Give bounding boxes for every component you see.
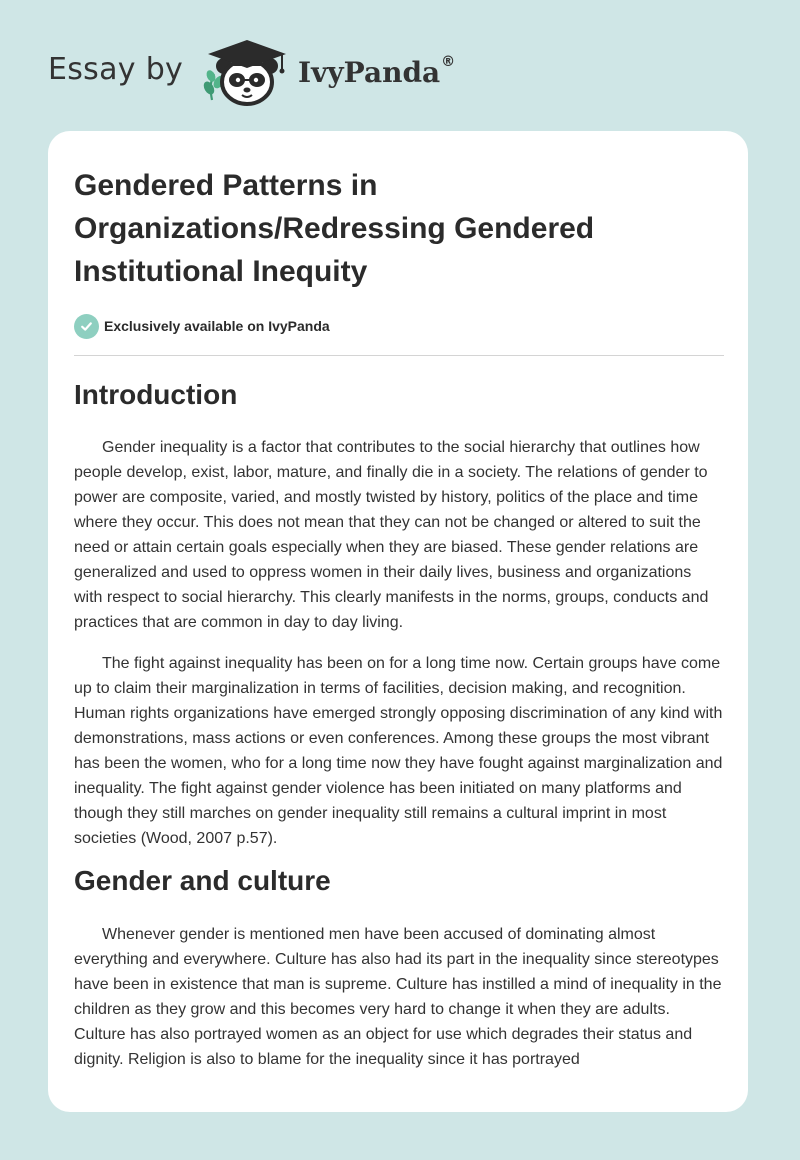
section-heading-gender-and-culture: Gender and culture: [74, 865, 331, 896]
paragraph: Whenever gender is mentioned men have been accused of dominating almost everything and everywhere. Culture has also had its part in the inequality since stereotypes have been in existence that man is supreme. Culture has instilled a mind of inequality in the children as they grow and this becomes very hard to change it when they are adults. Culture has also portrayed women as an object for use which degrades their status and dignity. Religion is also to blame for the inequality since it has portrayed: [74, 926, 722, 1068]
section-heading-introduction: Introduction: [74, 379, 238, 410]
registered-mark: ®: [441, 54, 456, 70]
check-circle-icon: [74, 314, 99, 339]
exclusive-badge: [74, 313, 724, 339]
site-header: [0, 0, 800, 130]
essay-by-label: Essay by: [48, 52, 184, 87]
ivypanda-brand-name[interactable]: [298, 56, 455, 89]
exclusive-label: Exclusively available on IvyPanda: [104, 318, 330, 334]
panda-graduate-logo-icon[interactable]: [202, 38, 292, 108]
essay-content: [74, 164, 724, 1072]
brand-text: IvyPanda: [298, 56, 441, 89]
essay-title: Gendered Patterns in Organizations/Redressing Gendered Institutional Inequity: [74, 169, 595, 288]
title-divider: [74, 355, 724, 356]
paragraph: Gender inequality is a factor that contributes to the social hierarchy that outlines how people develop, exist, labor, mature, and finally die in a society. The relations of gender to power are composite, varied, and mostly twisted by history, politics of the place and time where they occur. This does not mean that they can not be changed or altered to suit the need or attain certain goals especially when they are biased. These gender relations are generalized and used to oppress women in their daily lives, business and organizations with respect to social hierarchy. This clearly manifests in the norms, groups, conducts and practices that are common in day to day living.: [74, 439, 709, 631]
essay-card: [48, 131, 748, 1112]
paragraph: The fight against inequality has been on for a long time now. Certain groups have come up to claim their marginalization in terms of facilities, decision making, and recognition. Human rights organizations have emerged strongly opposing discrimination of any kind with demonstrations, mass actions or even conferences. Among these groups the most vibrant has been the women, who for a long time now they have fought against marginalization and inequality. The fight against gender violence has been initiated on many platforms and though they still marches on gender inequality still remains a cultural imprint in most societies (Wood, 2007 p.57).: [74, 655, 723, 847]
